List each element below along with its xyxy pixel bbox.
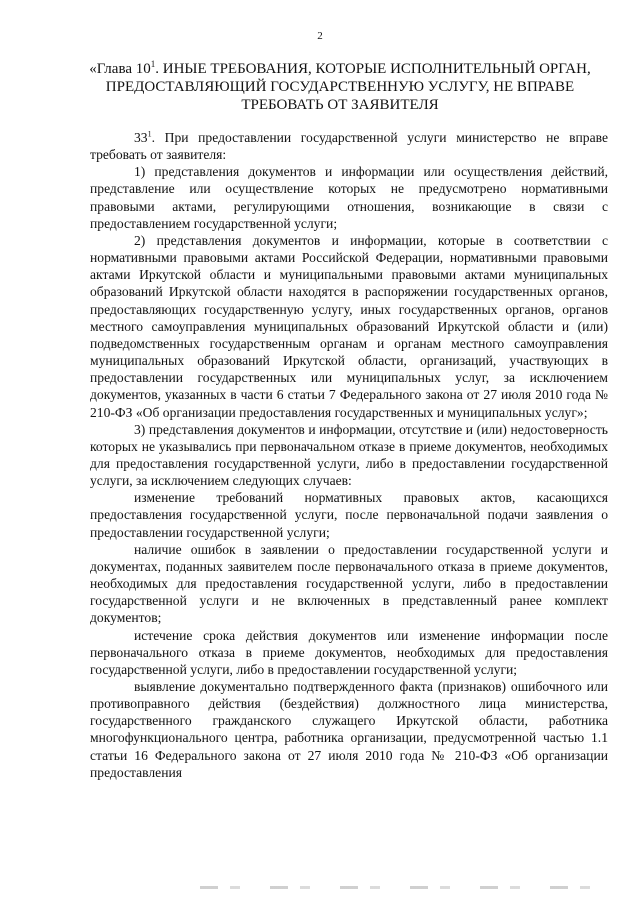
paragraph-case-3: истечение срока действия документов или изменение информации после первоначального отказа в приеме документов, необходимых для предоставления государственной услуги, либо в предоставлении государственной услуги; (90, 627, 608, 677)
paragraph-case-4: выявление документально подтвержденного факта (признаков) ошибочного или противоправного действия (бездействия) должностного лица министерства, государственного гражданского служащего Иркутской области, работника многофункционального центра, работника организации, предусмотренной частью 1.1 статьи 16 Федерального закона от 27 июля 2010 года № 210-ФЗ «Об организации предоставления (90, 679, 608, 780)
intro-paragraph (90, 129, 608, 163)
document-body (90, 129, 608, 781)
heading-superscript: 1 (150, 59, 156, 69)
chapter-heading (80, 60, 600, 114)
paragraph-item-1: 1) представления документов и информации или осуществления действий, представление или осуществление которых не предусмотрено нормативными правовыми актами, регулирующими отношения, возникающие в связи с предоставлением государственной услуги; (90, 164, 608, 231)
heading-text: . ИНЫЕ ТРЕБОВАНИЯ, КОТОРЫЕ ИСПОЛНИТЕЛЬНЫЙ ОРГАН, ПРЕДОСТАВЛЯЮЩИЙ ГОСУДАРСТВЕННУЮ УСЛУГУ, НЕ ВПРАВЕ ТРЕБОВАТЬ ОТ ЗАЯВИТЕЛЯ (105, 61, 591, 113)
heading-prefix: «Глава 10 (89, 61, 151, 77)
paragraph-item-2: 2) представления документов и информации, которые в соответствии с нормативными правовыми актами Российской Федерации, нормативными правовыми актами Иркутской области и муниципальными правовыми актами муниципальных образований Иркутской области находятся в распоряжении государственных органов, предоставляющих государственную услугу, иных государственных органов, органов местного самоуправления муниципальных образований Иркутской области и (или) подведомственных государственным органам и органам местного самоуправления муниципальных образований Иркутской области, организаций, участвующих в предоставлении государственных или муниципальных услуг, за исключением документов, указанных в части 6 статьи 7 Федерального закона от 27 июля 2010 года № 210-ФЗ «Об организации предоставления государственных и муниципальных услуг»; (90, 232, 608, 420)
paragraph-case-2: наличие ошибок в заявлении о предоставлении государственной услуги и документах, поданных заявителем после первоначального отказа в приеме документов, необходимых для предоставления государственной услуги, либо в предоставлении государственной услуги и не включенных в представленный ранее комплект документов; (90, 541, 608, 626)
section-number: 33 (134, 130, 148, 145)
page-number: 2 (317, 30, 323, 42)
section-superscript: 1 (147, 129, 152, 139)
scan-artifact-line (200, 886, 620, 889)
paragraph-case-1: изменение требований нормативных правовых актов, касающихся предоставления государственной услуги, после первоначальной подачи заявления о предоставлении государственной услуги; (90, 490, 608, 540)
paragraph-item-3: 3) представления документов и информации, отсутствие и (или) недостоверность которых не указывались при первоначальном отказе в приеме документов, необходимых для предоставления государственной услуги, либо в предоставлении государственной услуги, за исключением следующих случаев: (90, 421, 608, 489)
intro-text: . При предоставлении государственной услуги министерство не вправе требовать от заявителя: (90, 130, 608, 163)
